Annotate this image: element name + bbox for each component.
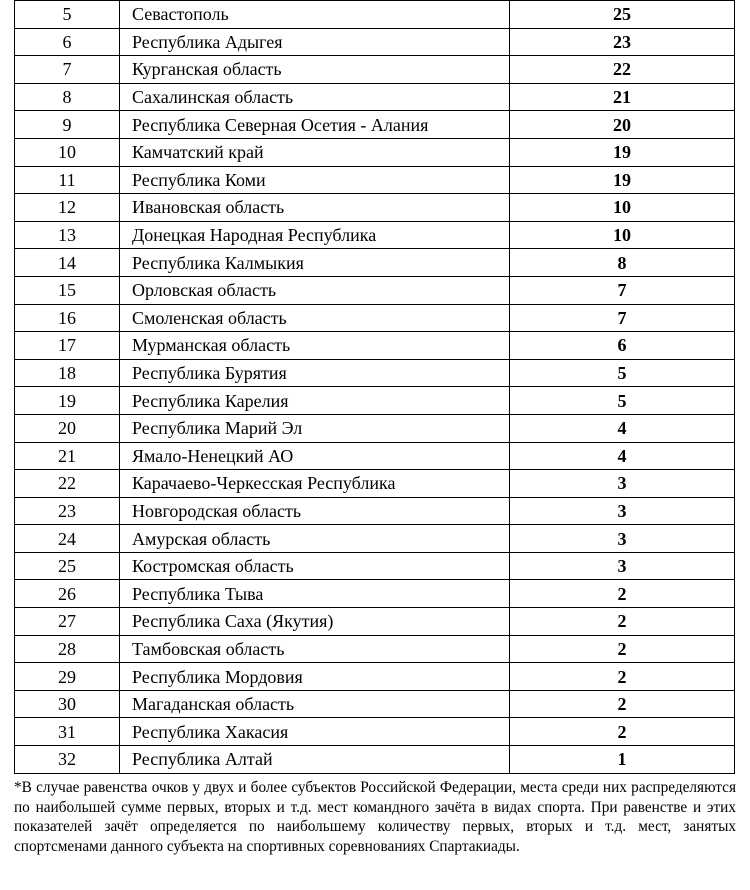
- table-row: [15, 83, 735, 111]
- region-cell: Амурская область: [120, 525, 510, 553]
- points-cell: 2: [510, 580, 735, 608]
- region-cell: Орловская область: [120, 276, 510, 304]
- place-cell: 7: [15, 56, 120, 84]
- place-cell: 18: [15, 359, 120, 387]
- points-cell: 8: [510, 249, 735, 277]
- points-cell: 7: [510, 304, 735, 332]
- region-cell: Республика Саха (Якутия): [120, 608, 510, 636]
- region-cell: Смоленская область: [120, 304, 510, 332]
- table-row: [15, 442, 735, 470]
- place-cell: 12: [15, 194, 120, 222]
- region-cell: Республика Хакасия: [120, 718, 510, 746]
- points-cell: 3: [510, 470, 735, 498]
- place-cell: 8: [15, 83, 120, 111]
- points-cell: 20: [510, 111, 735, 139]
- region-cell: Новгородская область: [120, 497, 510, 525]
- points-cell: 3: [510, 497, 735, 525]
- place-cell: 19: [15, 387, 120, 415]
- region-cell: Республика Адыгея: [120, 28, 510, 56]
- table-row: [15, 497, 735, 525]
- place-cell: 25: [15, 552, 120, 580]
- place-cell: 14: [15, 249, 120, 277]
- region-cell: Ямало-Ненецкий АО: [120, 442, 510, 470]
- results-document: [14, 0, 734, 774]
- points-cell: 6: [510, 332, 735, 360]
- place-cell: 10: [15, 138, 120, 166]
- region-cell: Республика Калмыкия: [120, 249, 510, 277]
- points-cell: 5: [510, 387, 735, 415]
- region-cell: Ивановская область: [120, 194, 510, 222]
- table-row: [15, 525, 735, 553]
- table-row: [15, 56, 735, 84]
- points-cell: 2: [510, 608, 735, 636]
- table-row: [15, 552, 735, 580]
- place-cell: 5: [15, 1, 120, 29]
- place-cell: 6: [15, 28, 120, 56]
- footnote-text: *В случае равенства очков у двух и более субъектов Российской Федерации, места среди них распределяются по наибольшей сумме первых, вторых и т.д. мест командного зачёта в видах спорта. При равенстве и этих показателей зачёт определяется по наибольшему количеству первых, вторых и т.д. мест, занятых спортсменами данного субъекта на спортивных соревнованиях Спартакиады.: [14, 779, 736, 855]
- points-cell: 5: [510, 359, 735, 387]
- region-cell: Севастополь: [120, 1, 510, 29]
- place-cell: 20: [15, 414, 120, 442]
- region-cell: Республика Алтай: [120, 746, 510, 774]
- place-cell: 9: [15, 111, 120, 139]
- table-row: [15, 663, 735, 691]
- table-row: [15, 276, 735, 304]
- points-cell: 4: [510, 414, 735, 442]
- results-table: [14, 0, 735, 774]
- points-cell: 21: [510, 83, 735, 111]
- region-cell: Республика Мордовия: [120, 663, 510, 691]
- points-cell: 2: [510, 718, 735, 746]
- table-row: [15, 414, 735, 442]
- points-cell: 1: [510, 746, 735, 774]
- table-row: [15, 166, 735, 194]
- table-row: [15, 138, 735, 166]
- table-row: [15, 111, 735, 139]
- region-cell: Республика Карелия: [120, 387, 510, 415]
- place-cell: 11: [15, 166, 120, 194]
- place-cell: 22: [15, 470, 120, 498]
- table-row: [15, 332, 735, 360]
- place-cell: 29: [15, 663, 120, 691]
- region-cell: Тамбовская область: [120, 635, 510, 663]
- place-cell: 28: [15, 635, 120, 663]
- points-cell: 19: [510, 166, 735, 194]
- region-cell: Мурманская область: [120, 332, 510, 360]
- place-cell: 21: [15, 442, 120, 470]
- table-row: [15, 194, 735, 222]
- region-cell: Костромская область: [120, 552, 510, 580]
- place-cell: 24: [15, 525, 120, 553]
- points-cell: 2: [510, 663, 735, 691]
- region-cell: Республика Бурятия: [120, 359, 510, 387]
- points-cell: 2: [510, 690, 735, 718]
- points-cell: 3: [510, 552, 735, 580]
- table-row: [15, 470, 735, 498]
- table-row: [15, 580, 735, 608]
- table-row: [15, 359, 735, 387]
- region-cell: Карачаево-Черкесская Республика: [120, 470, 510, 498]
- region-cell: Республика Марий Эл: [120, 414, 510, 442]
- table-row: [15, 221, 735, 249]
- points-cell: 22: [510, 56, 735, 84]
- points-cell: 3: [510, 525, 735, 553]
- place-cell: 16: [15, 304, 120, 332]
- table-row: [15, 249, 735, 277]
- region-cell: Курганская область: [120, 56, 510, 84]
- region-cell: Республика Коми: [120, 166, 510, 194]
- place-cell: 27: [15, 608, 120, 636]
- place-cell: 32: [15, 746, 120, 774]
- table-row: [15, 690, 735, 718]
- place-cell: 31: [15, 718, 120, 746]
- region-cell: Камчатский край: [120, 138, 510, 166]
- points-cell: 10: [510, 194, 735, 222]
- region-cell: Сахалинская область: [120, 83, 510, 111]
- region-cell: Магаданская область: [120, 690, 510, 718]
- table-row: [15, 387, 735, 415]
- table-row: [15, 718, 735, 746]
- table-row: [15, 746, 735, 774]
- points-cell: 25: [510, 1, 735, 29]
- points-cell: 2: [510, 635, 735, 663]
- place-cell: 30: [15, 690, 120, 718]
- points-cell: 7: [510, 276, 735, 304]
- place-cell: 13: [15, 221, 120, 249]
- table-row: [15, 304, 735, 332]
- table-row: [15, 1, 735, 29]
- place-cell: 17: [15, 332, 120, 360]
- place-cell: 15: [15, 276, 120, 304]
- points-cell: 19: [510, 138, 735, 166]
- points-cell: 23: [510, 28, 735, 56]
- results-table-body: [15, 1, 735, 774]
- region-cell: Донецкая Народная Республика: [120, 221, 510, 249]
- points-cell: 4: [510, 442, 735, 470]
- table-row: [15, 608, 735, 636]
- table-row: [15, 635, 735, 663]
- points-cell: 10: [510, 221, 735, 249]
- region-cell: Республика Тыва: [120, 580, 510, 608]
- place-cell: 23: [15, 497, 120, 525]
- region-cell: Республика Северная Осетия - Алания: [120, 111, 510, 139]
- footnote: [14, 778, 736, 856]
- table-row: [15, 28, 735, 56]
- place-cell: 26: [15, 580, 120, 608]
